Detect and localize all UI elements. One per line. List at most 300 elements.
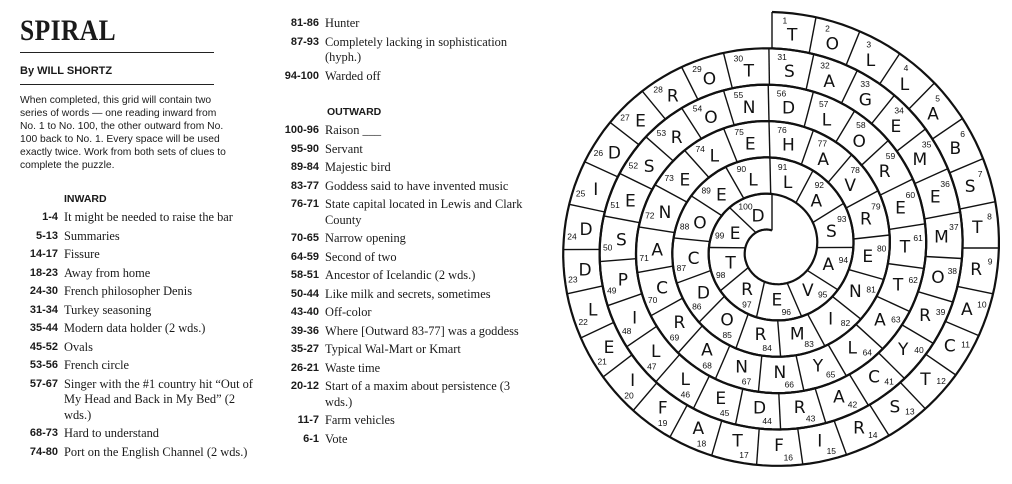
clue-text: Farm vehicles bbox=[325, 413, 395, 427]
cell-letter[interactable]: C bbox=[656, 278, 669, 299]
clue-outward-2 bbox=[283, 160, 533, 176]
cell-letter[interactable]: A bbox=[810, 191, 823, 212]
cell-number: 86 bbox=[692, 301, 702, 312]
cell-letter[interactable]: E bbox=[729, 224, 741, 245]
clue-outward-6 bbox=[283, 250, 533, 266]
clue-text: Vote bbox=[325, 431, 348, 446]
clue-text: Fissure bbox=[64, 247, 100, 261]
cell-number: 23 bbox=[568, 274, 578, 285]
clue-inward-0 bbox=[20, 210, 260, 226]
clue-number: 74-80 bbox=[29, 445, 58, 458]
cell-letter[interactable]: T bbox=[899, 237, 911, 258]
clue-number: 18-23 bbox=[29, 266, 58, 279]
clue-number: 83-77 bbox=[290, 179, 319, 192]
clue-number: 35-44 bbox=[29, 322, 58, 334]
clue-inward-7 bbox=[20, 340, 260, 356]
cell-letter[interactable]: O bbox=[693, 213, 707, 234]
cell-divider bbox=[888, 264, 924, 269]
cell-letter[interactable]: V bbox=[801, 281, 814, 301]
cell-number: 29 bbox=[692, 64, 702, 75]
inward-clue-list-continued bbox=[283, 16, 523, 87]
clue-text: Raison ___ bbox=[325, 123, 382, 137]
cell-letter[interactable]: S bbox=[889, 397, 901, 418]
cell-letter[interactable]: D bbox=[696, 283, 710, 304]
cell-letter[interactable]: A bbox=[651, 240, 664, 261]
cell-letter[interactable]: L bbox=[899, 74, 910, 95]
clue-outward-15 bbox=[283, 432, 533, 448]
cell-letter[interactable]: L bbox=[709, 146, 720, 167]
outward-heading: OUTWARD bbox=[327, 106, 382, 118]
cell-number: 54 bbox=[692, 103, 703, 114]
cell-letter[interactable]: E bbox=[771, 290, 783, 311]
cell-number: 91 bbox=[777, 162, 788, 172]
cell-divider bbox=[945, 321, 979, 335]
cell-letter[interactable]: M bbox=[789, 324, 805, 345]
cell-letter[interactable]: H bbox=[782, 135, 795, 156]
cell-letter[interactable]: R bbox=[859, 209, 872, 230]
cell-number: 18 bbox=[696, 438, 707, 449]
cell-letter[interactable]: L bbox=[865, 51, 876, 72]
clue-text: Like milk and secrets, sometimes bbox=[325, 286, 491, 301]
clue-outward-1 bbox=[283, 142, 533, 158]
cell-number: 59 bbox=[885, 151, 896, 162]
cell-number: 97 bbox=[742, 299, 752, 310]
cell-letter[interactable]: N bbox=[849, 281, 862, 302]
cell-number: 14 bbox=[868, 430, 878, 441]
cell-letter[interactable]: L bbox=[748, 170, 758, 191]
cell-number: 5 bbox=[935, 93, 940, 104]
puzzle-title: SPIRAL bbox=[20, 14, 117, 47]
cell-number: 72 bbox=[645, 210, 655, 221]
cell-number: 99 bbox=[714, 230, 725, 241]
cell-divider bbox=[769, 48, 770, 84]
cell-number: 40 bbox=[914, 345, 924, 356]
clue-number: 6-1 bbox=[303, 432, 319, 445]
cell-letter[interactable]: O bbox=[720, 310, 734, 331]
cell-divider bbox=[924, 212, 960, 219]
clue-text: Second of two bbox=[325, 249, 397, 264]
cell-letter[interactable]: A bbox=[823, 71, 836, 92]
clue-number: 14-17 bbox=[29, 248, 58, 260]
cell-letter[interactable]: D bbox=[782, 98, 796, 119]
cell-number: 76 bbox=[777, 125, 787, 136]
clue-inward-5 bbox=[20, 303, 260, 319]
cell-number: 81 bbox=[866, 284, 876, 295]
clue-number: 50-44 bbox=[290, 287, 319, 300]
clue-text: Ovals bbox=[64, 339, 93, 354]
clue-number: 87-93 bbox=[290, 35, 319, 48]
clue-number: 39-36 bbox=[290, 324, 319, 337]
clue-number: 57-67 bbox=[29, 377, 58, 390]
clue-inward-9 bbox=[20, 377, 260, 424]
cell-number: 19 bbox=[657, 418, 668, 429]
cell-letter[interactable]: E bbox=[862, 246, 874, 267]
cell-letter[interactable]: R bbox=[970, 259, 983, 280]
clue-text: Typical Wal-Mart or Kmart bbox=[325, 342, 461, 356]
clue-inward-8 bbox=[20, 358, 260, 374]
cell-number: 12 bbox=[936, 375, 946, 386]
cell-divider bbox=[693, 376, 709, 409]
cell-letter[interactable]: O bbox=[702, 69, 717, 90]
clue-number: 70-65 bbox=[290, 232, 319, 244]
cell-letter[interactable]: D bbox=[607, 143, 621, 164]
cell-number: 70 bbox=[647, 295, 658, 306]
cell-letter[interactable]: D bbox=[578, 260, 592, 281]
cell-letter[interactable]: D bbox=[751, 206, 765, 227]
cell-number: 25 bbox=[575, 188, 586, 199]
clue-text: Where [Outward 83-77] was a goddess bbox=[325, 323, 519, 338]
cell-letter[interactable]: E bbox=[625, 191, 636, 212]
cell-number: 50 bbox=[602, 242, 613, 253]
clue-outward-4 bbox=[283, 197, 533, 228]
cell-letter[interactable]: G bbox=[858, 90, 872, 111]
cell-divider bbox=[736, 314, 748, 348]
cell-number: 28 bbox=[653, 84, 663, 95]
cell-divider bbox=[889, 224, 925, 230]
cell-number: 62 bbox=[908, 275, 918, 285]
cell-letter[interactable]: E bbox=[715, 388, 727, 409]
cell-number: 56 bbox=[776, 88, 787, 99]
cell-letter[interactable]: T bbox=[725, 253, 736, 274]
cell-divider bbox=[724, 53, 733, 88]
cell-letter[interactable]: R bbox=[878, 161, 891, 182]
cell-divider bbox=[815, 388, 826, 423]
clue-outward-0 bbox=[283, 123, 533, 139]
cell-letter[interactable]: I bbox=[593, 180, 599, 201]
cell-number: 16 bbox=[783, 452, 794, 463]
clue-number: 11-7 bbox=[297, 414, 319, 426]
clue-number: 20-12 bbox=[290, 380, 319, 392]
cell-letter[interactable]: L bbox=[651, 342, 661, 363]
cell-letter[interactable]: R bbox=[754, 324, 767, 345]
cell-letter[interactable]: N bbox=[773, 363, 787, 383]
cell-letter[interactable]: E bbox=[929, 187, 941, 208]
cell-divider bbox=[758, 356, 761, 392]
cell-letter[interactable]: A bbox=[692, 418, 705, 439]
cell-letter[interactable]: D bbox=[579, 219, 593, 240]
cell-number: 52 bbox=[628, 160, 639, 171]
cell-letter[interactable]: S bbox=[964, 177, 976, 198]
cell-letter[interactable]: A bbox=[927, 104, 939, 125]
clue-outward-9 bbox=[283, 305, 533, 321]
cell-letter[interactable]: P bbox=[617, 270, 629, 291]
cell-letter[interactable]: E bbox=[890, 117, 902, 137]
inward-heading: INWARD bbox=[64, 193, 107, 205]
cell-letter[interactable]: I bbox=[632, 308, 638, 329]
clue-number: 24-30 bbox=[29, 285, 58, 297]
cell-letter[interactable]: C bbox=[868, 367, 881, 388]
cell-divider bbox=[926, 257, 962, 259]
cell-letter[interactable]: Y bbox=[898, 340, 909, 360]
cell-letter[interactable]: O bbox=[825, 34, 839, 55]
clue-number: 100-96 bbox=[284, 124, 319, 136]
clue-outward-12 bbox=[283, 361, 533, 377]
cell-letter[interactable]: M bbox=[912, 150, 928, 170]
spiral-grid bbox=[532, 0, 1012, 484]
cell-number: 58 bbox=[856, 120, 866, 131]
cell-divider bbox=[637, 266, 673, 273]
cell-number: 95 bbox=[817, 289, 828, 300]
clue-number: 58-51 bbox=[290, 269, 319, 281]
cell-letter[interactable]: T bbox=[972, 218, 983, 238]
cell-divider bbox=[960, 202, 996, 209]
cell-number: 74 bbox=[695, 143, 705, 154]
cell-letter[interactable]: C bbox=[943, 336, 956, 357]
cell-number: 27 bbox=[620, 112, 630, 123]
cell-divider bbox=[842, 70, 858, 103]
cell-number: 63 bbox=[891, 314, 901, 325]
clue-number: 45-52 bbox=[29, 340, 58, 353]
clue-text: French philosopher Denis bbox=[64, 284, 193, 298]
cell-number: 44 bbox=[762, 416, 772, 427]
cell-number: 8 bbox=[987, 211, 992, 222]
clue-text: It might be needed to raise the bar bbox=[64, 210, 233, 224]
cell-number: 88 bbox=[679, 221, 690, 232]
cell-number: 53 bbox=[656, 127, 667, 138]
cell-divider bbox=[877, 296, 910, 311]
cell-number: 37 bbox=[949, 221, 959, 232]
cell-letter[interactable]: T bbox=[920, 370, 931, 390]
clue-number: 43-40 bbox=[290, 306, 319, 318]
cell-number: 43 bbox=[805, 413, 816, 424]
byline-divider bbox=[20, 84, 214, 85]
clue-number: 35-27 bbox=[290, 343, 319, 355]
cell-number: 6 bbox=[960, 129, 965, 140]
cell-letter[interactable]: A bbox=[822, 255, 835, 276]
cell-letter[interactable]: O bbox=[852, 131, 866, 152]
cell-number: 67 bbox=[741, 376, 752, 387]
outward-clue-list bbox=[283, 123, 533, 450]
cell-number: 57 bbox=[818, 98, 829, 109]
cell-letter[interactable]: D bbox=[752, 398, 767, 419]
cell-letter[interactable]: S bbox=[826, 221, 837, 242]
cell-divider bbox=[849, 270, 884, 280]
cell-letter[interactable]: T bbox=[743, 61, 754, 82]
cell-divider bbox=[770, 158, 771, 194]
clue-text: Ancestor of Icelandic (2 wds.) bbox=[325, 268, 476, 282]
cell-divider bbox=[724, 90, 735, 125]
cell-number: 87 bbox=[676, 262, 687, 273]
cell-divider bbox=[633, 383, 657, 411]
cell-number: 2 bbox=[825, 23, 830, 34]
clue-text: Completely lacking in sophistication (hyph.) bbox=[325, 34, 508, 64]
cell-letter[interactable]: N bbox=[658, 202, 672, 223]
cell-letter[interactable]: T bbox=[732, 431, 743, 452]
cell-letter[interactable]: F bbox=[657, 398, 668, 419]
cell-number: 75 bbox=[734, 127, 744, 138]
cell-number: 15 bbox=[826, 446, 837, 456]
clue-text: Goddess said to have invented music bbox=[325, 178, 509, 193]
cell-number: 46 bbox=[680, 389, 691, 400]
cell-number: 36 bbox=[940, 179, 950, 190]
cell-letter[interactable]: M bbox=[934, 227, 949, 248]
cell-letter[interactable]: T bbox=[787, 25, 798, 46]
cell-number: 41 bbox=[884, 376, 894, 387]
cell-number: 10 bbox=[977, 299, 987, 310]
cell-letter[interactable]: L bbox=[821, 110, 832, 131]
cell-number: 51 bbox=[610, 199, 620, 210]
cell-divider bbox=[801, 130, 813, 164]
cell-divider bbox=[585, 162, 618, 177]
cell-number: 20 bbox=[624, 390, 634, 401]
cell-divider bbox=[674, 238, 710, 242]
cell-number: 45 bbox=[719, 408, 730, 419]
cell-letter[interactable]: Y bbox=[812, 356, 824, 377]
clue-text: Port on the English Channel (2 wds.) bbox=[64, 444, 248, 459]
cell-letter[interactable]: F bbox=[774, 435, 784, 456]
cell-letter[interactable]: E bbox=[635, 111, 646, 132]
cell-divider bbox=[600, 259, 636, 262]
clue-number: 26-21 bbox=[290, 361, 319, 374]
cell-letter[interactable]: L bbox=[587, 300, 598, 321]
cell-number: 94 bbox=[838, 254, 849, 265]
cell-letter[interactable]: A bbox=[833, 387, 845, 408]
cell-number: 79 bbox=[871, 201, 881, 212]
clue-text: French circle bbox=[64, 358, 130, 372]
cell-number: 1 bbox=[782, 15, 788, 26]
cell-number: 66 bbox=[784, 379, 795, 390]
clue-outward-3 bbox=[283, 179, 533, 195]
clue-number: 95-90 bbox=[290, 142, 319, 155]
cell-number: 78 bbox=[850, 165, 860, 175]
cell-letter[interactable]: E bbox=[679, 170, 691, 191]
cell-letter[interactable]: L bbox=[680, 369, 691, 390]
clue-text: Start of a maxim about persistence (3 wds.) bbox=[325, 379, 511, 409]
cell-letter[interactable]: S bbox=[616, 230, 627, 251]
cell-number: 84 bbox=[762, 343, 772, 354]
cell-letter[interactable]: E bbox=[895, 198, 906, 219]
cell-divider bbox=[712, 421, 722, 456]
instructions: When completed, this grid will contain two series of words — one reading inward from No. 1 to No. 100, the other outward from No. 100 back to No. 1. Every space will be used exactly twice. Work from both sets of clues to complete the puzzle. bbox=[20, 95, 226, 171]
clue-outward-8 bbox=[283, 287, 533, 303]
cell-number: 93 bbox=[837, 214, 847, 225]
cell-divider bbox=[846, 31, 860, 65]
cell-divider bbox=[769, 121, 770, 157]
cell-number: 33 bbox=[860, 79, 870, 89]
clue-text: Singer with the #1 country hit “Out of My Head and Back in My Bed” (2 wds.) bbox=[64, 376, 253, 422]
cell-divider bbox=[798, 428, 803, 464]
cell-number: 38 bbox=[947, 265, 958, 276]
clue-text: Servant bbox=[325, 141, 363, 156]
cell-number: 64 bbox=[862, 347, 873, 358]
clue-number: 76-71 bbox=[290, 198, 319, 210]
cell-divider bbox=[806, 54, 814, 90]
clue-text: Off-color bbox=[325, 305, 372, 319]
clue-number: 31-34 bbox=[29, 303, 58, 316]
cell-letter[interactable]: B bbox=[949, 139, 962, 160]
clue-inward-6 bbox=[20, 321, 260, 337]
cell-number: 80 bbox=[876, 243, 887, 254]
clue-text: Waste time bbox=[325, 360, 381, 375]
cell-letter[interactable]: A bbox=[874, 310, 886, 331]
clue-number: 68-73 bbox=[29, 427, 58, 439]
cell-letter[interactable]: S bbox=[784, 61, 795, 82]
cell-number: 92 bbox=[814, 180, 825, 191]
clue-inward-11 bbox=[20, 445, 260, 461]
cell-number: 96 bbox=[781, 306, 792, 317]
cell-letter[interactable]: R bbox=[673, 313, 686, 334]
cell-letter[interactable]: V bbox=[844, 175, 857, 196]
cell-letter[interactable]: E bbox=[603, 338, 615, 358]
cell-number: 31 bbox=[777, 52, 787, 62]
cell-number: 85 bbox=[722, 330, 732, 340]
cell-number: 26 bbox=[593, 148, 604, 159]
cell-number: 47 bbox=[647, 361, 657, 372]
clue-number: 94-100 bbox=[284, 69, 319, 82]
cell-letter[interactable]: L bbox=[782, 172, 793, 193]
cell-number: 42 bbox=[847, 399, 858, 410]
cell-letter[interactable]: R bbox=[793, 397, 806, 418]
cell-letter[interactable]: R bbox=[670, 128, 683, 149]
cell-letter[interactable]: I bbox=[828, 309, 834, 330]
cell-letter[interactable]: T bbox=[892, 275, 904, 296]
cell-number: 30 bbox=[733, 53, 744, 64]
clue-inward-13 bbox=[283, 35, 523, 66]
title-divider bbox=[20, 52, 214, 53]
cell-letter[interactable]: O bbox=[704, 107, 718, 128]
cell-letter[interactable]: E bbox=[716, 185, 727, 206]
cell-letter[interactable]: I bbox=[817, 431, 823, 452]
cell-divider bbox=[639, 227, 675, 233]
cell-number: 35 bbox=[921, 139, 932, 150]
clue-inward-12 bbox=[283, 16, 523, 32]
cell-letter[interactable]: L bbox=[847, 338, 858, 359]
inward-clue-list bbox=[20, 210, 260, 463]
clue-text: Narrow opening bbox=[325, 231, 406, 245]
cell-number: 4 bbox=[903, 63, 909, 74]
clue-inward-1 bbox=[20, 229, 260, 245]
cell-number: 68 bbox=[702, 360, 712, 371]
byline: By WILL SHORTZ bbox=[20, 65, 113, 77]
cell-letter[interactable]: A bbox=[960, 299, 973, 320]
cell-letter[interactable]: C bbox=[687, 248, 700, 269]
clue-outward-7 bbox=[283, 268, 533, 284]
cell-letter[interactable]: R bbox=[853, 418, 865, 439]
cell-number: 100 bbox=[738, 201, 753, 212]
clue-text: Away from home bbox=[64, 265, 151, 280]
cell-number: 83 bbox=[804, 338, 814, 349]
cell-letter[interactable]: R bbox=[741, 279, 753, 300]
clue-text: Majestic bird bbox=[325, 160, 391, 174]
cell-letter[interactable]: E bbox=[744, 134, 756, 155]
clue-inward-14 bbox=[283, 69, 523, 85]
cell-number: 98 bbox=[715, 269, 726, 280]
cell-letter[interactable]: O bbox=[931, 268, 945, 288]
cell-number: 77 bbox=[817, 138, 828, 149]
cell-number: 17 bbox=[739, 450, 749, 461]
cell-letter[interactable]: A bbox=[817, 150, 830, 170]
cell-letter[interactable]: S bbox=[643, 156, 655, 177]
clue-outward-10 bbox=[283, 324, 533, 340]
clue-number: 1-4 bbox=[42, 211, 58, 223]
cell-letter[interactable]: A bbox=[701, 340, 713, 361]
cell-letter[interactable]: R bbox=[919, 305, 931, 326]
cell-letter[interactable]: N bbox=[742, 97, 756, 118]
cell-number: 22 bbox=[578, 317, 588, 328]
cell-divider bbox=[715, 346, 729, 379]
cell-letter[interactable]: N bbox=[735, 357, 748, 378]
clue-text: Hard to understand bbox=[64, 426, 159, 440]
cell-number: 13 bbox=[905, 406, 915, 417]
clue-outward-14 bbox=[283, 413, 533, 429]
cell-number: 21 bbox=[597, 356, 607, 367]
cell-divider bbox=[796, 355, 804, 391]
cell-letter[interactable]: I bbox=[630, 371, 636, 391]
cell-number: 49 bbox=[607, 285, 617, 296]
cell-divider bbox=[957, 286, 993, 293]
cell-letter[interactable]: R bbox=[666, 86, 679, 107]
cell-number: 89 bbox=[701, 185, 711, 196]
